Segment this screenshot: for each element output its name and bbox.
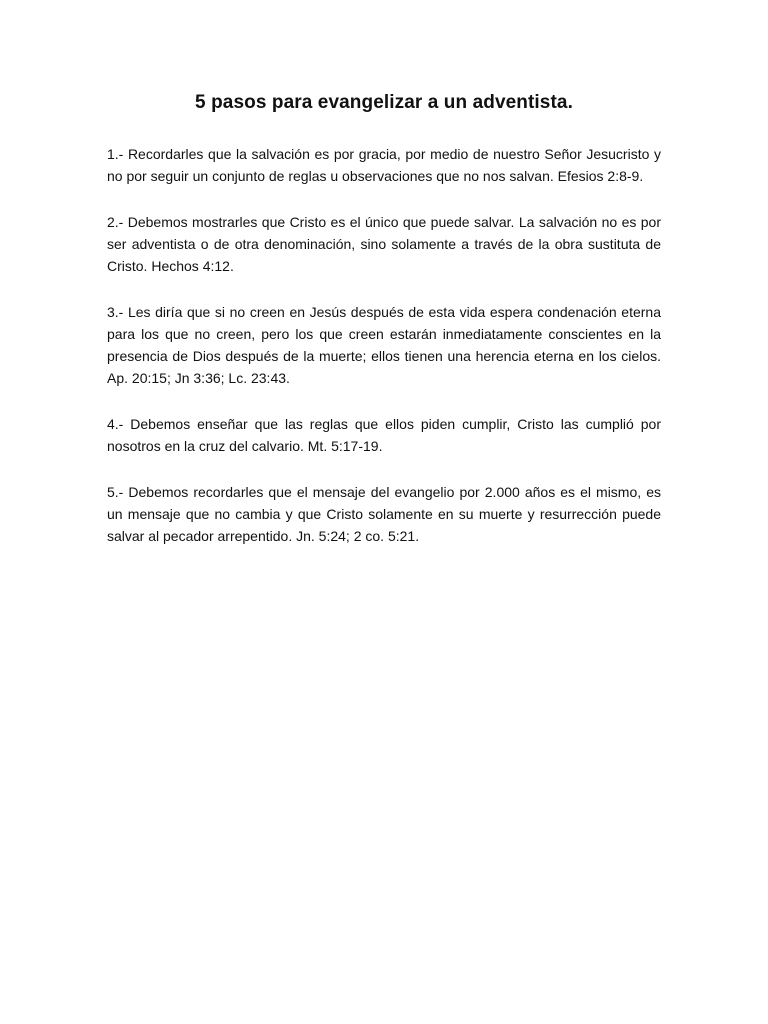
step-paragraph-2: 2.- Debemos mostrarles que Cristo es el único que puede salvar. La salvación no es por ser adventista o de otra denominación, sino solamente a través de la obra sustituta de Cristo. Hechos 4:12. [107, 214, 661, 274]
step-paragraph-4: 4.- Debemos enseñar que las reglas que ellos piden cumplir, Cristo las cumplió por nosotros en la cruz del calvario. Mt. 5:17-19. [107, 416, 661, 454]
document-title: 5 pasos para evangelizar a un adventista. [195, 92, 573, 113]
document-body [107, 143, 661, 571]
step-paragraph-1: 1.- Recordarles que la salvación es por gracia, por medio de nuestro Señor Jesucristo y no por seguir un conjunto de reglas u observaciones que no nos salvan. Efesios 2:8-9. [107, 146, 661, 184]
step-paragraph-3: 3.- Les diría que si no creen en Jesús después de esta vida espera condenación eterna para los que no creen, pero los que creen estarán inmediatamente conscientes en la presencia de Dios después de la muerte; ellos tienen una herencia eterna en los cielos. Ap. 20:15; Jn 3:36; Lc. 23:43. [107, 304, 661, 386]
step-paragraph-5: 5.- Debemos recordarles que el mensaje del evangelio por 2.000 años es el mismo, es un mensaje que no cambia y que Cristo solamente en su muerte y resurrección puede salvar al pecador arrepentido. Jn. 5:24; 2 co. 5:21. [107, 484, 661, 544]
